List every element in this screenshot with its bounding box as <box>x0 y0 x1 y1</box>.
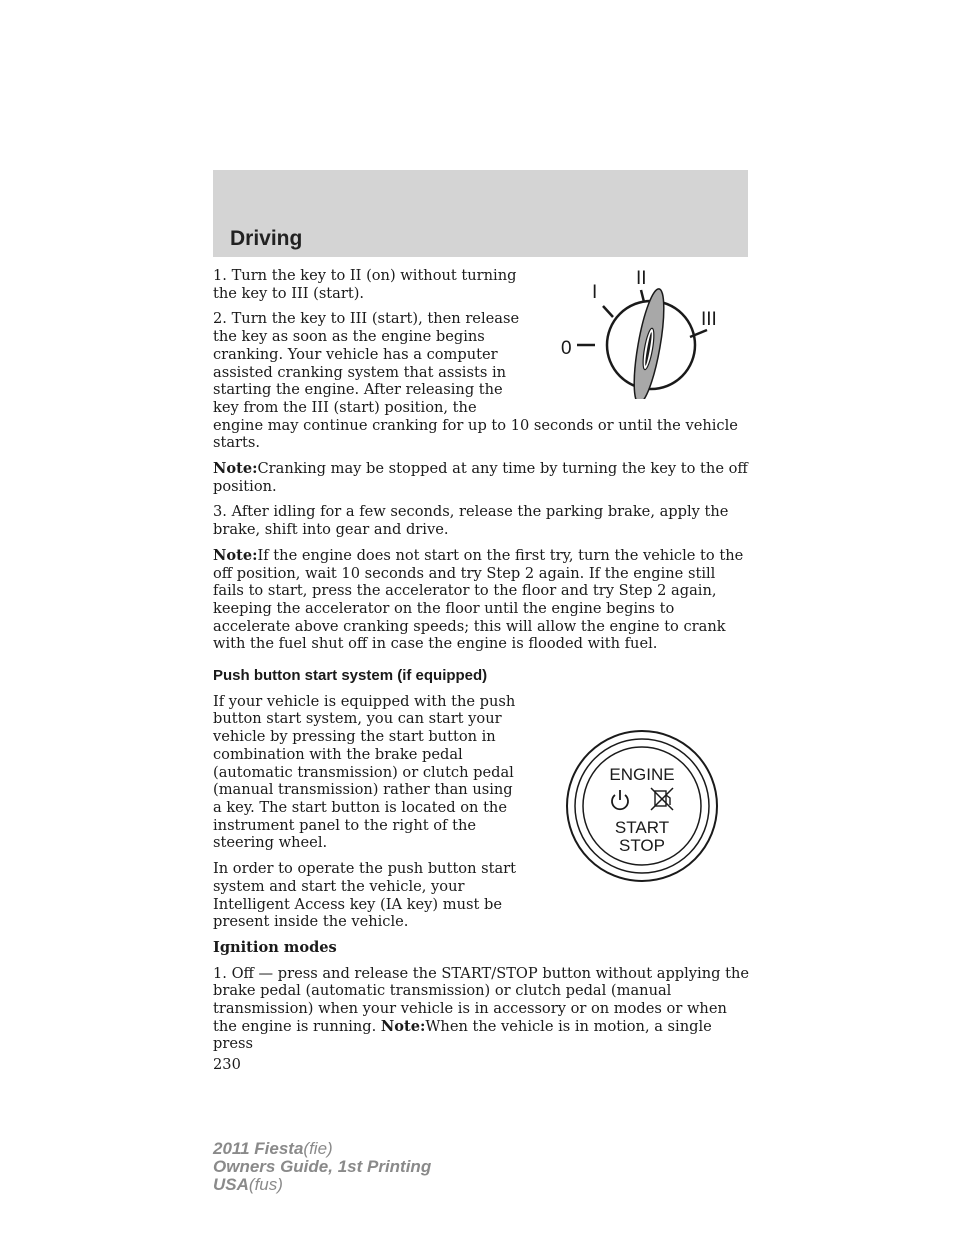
step-1: 1. Turn the key to II (on) without turning the key to III (start). <box>213 267 517 302</box>
push-button-paragraph-1: If your vehicle is equipped with the push button start system, you can start your vehicle by pressing the start button in combination with the brake pedal (automatic transmission) or clutch pedal (manual transmission) rather than using a key. The start button is located on the instrument panel to the right of the steering wheel. <box>213 692 516 852</box>
step-2: 2. Turn the key to III (start), then release the key as soon as the engine begins cranking. Your vehicle has a computer assisted cranking system that assists in starting the engine. After releasing the key from the III (start) position, the engine may continue cranking for up to 10 seconds or until the vehicle starts. <box>213 310 738 452</box>
print-footer <box>213 1140 431 1194</box>
button-label-engine: ENGINE <box>609 764 675 784</box>
section-header-band <box>213 170 748 257</box>
note-2 <box>213 547 749 653</box>
label-start: III <box>701 309 717 330</box>
button-label-start: START <box>614 817 670 837</box>
footer-printing: Owners Guide, 1st Printing <box>213 1157 432 1176</box>
footer-model: 2011 Fiesta <box>213 1139 304 1158</box>
note-3-text: When the vehicle is in motion, a single press <box>213 1017 712 1053</box>
start-stop-button-diagram <box>527 711 757 901</box>
page-body <box>213 267 749 1061</box>
footer-model-code: (fie) <box>303 1139 333 1158</box>
button-label-stop: STOP <box>619 835 665 855</box>
note-2-text: If the engine does not start on the first try, turn the vehicle to the off position, wait 10 seconds and try Step 2 again. If the engine still fails to start, press the accelerator to the floor and try Step 2 again, keeping the accelerator on the floor until the engine begins to accelerate above cranking speeds; this will allow the engine to crank with the fuel shut off in case the engine is flooded with fuel. <box>213 546 744 653</box>
note-1-text: Cranking may be stopped at any time by turning the key to the off position. <box>213 460 748 495</box>
page-number: 230 <box>213 1056 241 1073</box>
footer-line-3 <box>213 1176 431 1194</box>
tick-acc <box>603 306 613 317</box>
ignition-key-diagram <box>537 259 757 399</box>
note-label: Note: <box>380 1017 426 1035</box>
mode-1-text: 1. Off — press and release the START/STOP button without applying the brake pedal (automatic transmission) or clutch pedal (manual transmission) when your vehicle is in accessory or on modes or when the engine is running. <box>213 964 749 1035</box>
ignition-modes-heading: Ignition modes <box>213 938 337 956</box>
footer-region-code: (fus) <box>248 1175 283 1194</box>
label-acc: I <box>592 282 598 303</box>
footer-line-2 <box>213 1158 431 1176</box>
note-label: Note: <box>213 546 258 564</box>
push-button-heading: Push button start system (if equipped) <box>213 667 488 685</box>
footer-line-1 <box>213 1140 431 1158</box>
footer-region: USA <box>213 1175 249 1194</box>
push-button-paragraph-2: In order to operate the push button start system and start the vehicle, your Intelligent Access key (IA key) must be present inside the vehicle. <box>213 860 517 931</box>
ignition-mode-1 <box>213 965 749 1054</box>
step-3: 3. After idling for a few seconds, release the parking brake, apply the brake, shift into gear and drive. <box>213 503 729 539</box>
tick-on <box>641 290 644 302</box>
note-1 <box>213 460 749 495</box>
section-title: Driving <box>230 227 303 250</box>
label-on: II <box>636 268 647 289</box>
label-off: 0 <box>561 338 572 359</box>
note-label: Note: <box>213 460 258 478</box>
